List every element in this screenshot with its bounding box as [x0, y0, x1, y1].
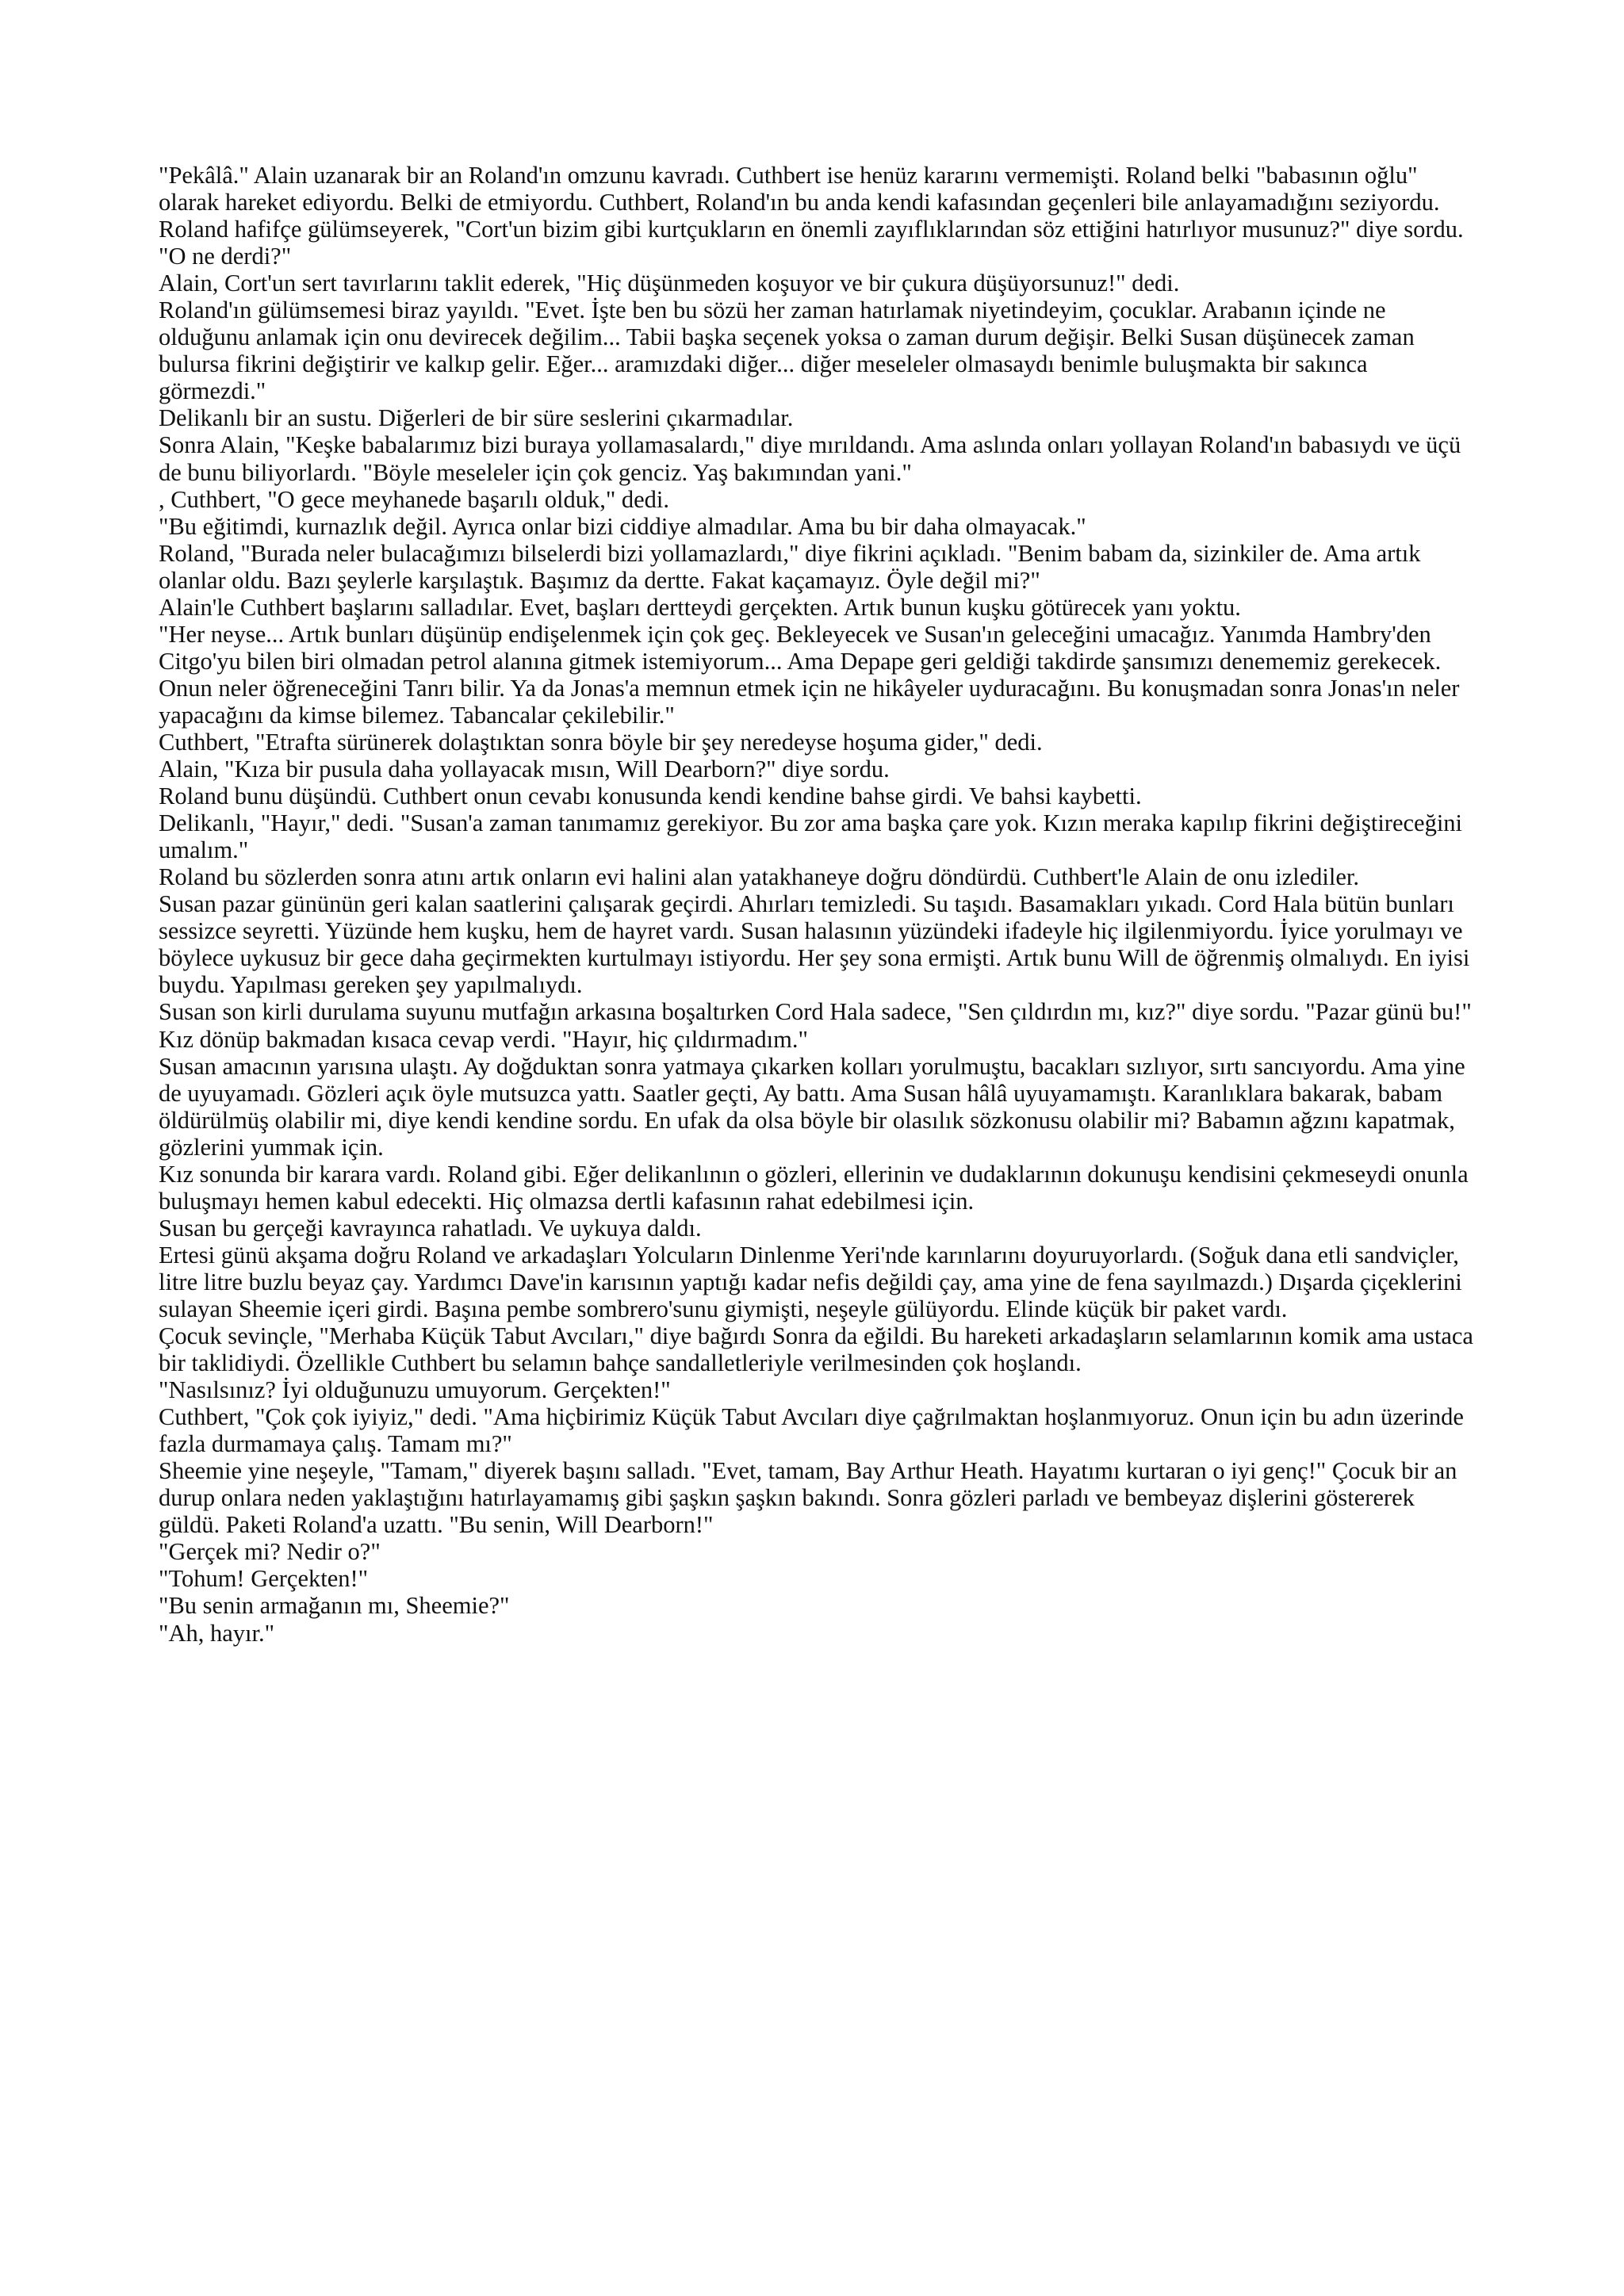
paragraph: Roland bunu düşündü. Cuthbert onun cevabı konusunda kendi kendine bahse girdi. Ve bahsi kaybetti.	[159, 783, 1142, 810]
paragraph: Kız dönüp bakmadan kısaca cevap verdi. "Hayır, hiç çıldırmadım."	[159, 1025, 808, 1053]
paragraph: Alain, "Kıza bir pusula daha yollayacak mısın, Will Dearborn?" diye sordu.	[159, 756, 890, 783]
paragraph: , Cuthbert, "O gece meyhanede başarılı olduk," dedi.	[159, 485, 670, 513]
paragraph: Delikanlı, "Hayır," dedi. "Susan'a zaman tanımamız gerekiyor. Bu zor ama başka çare yok. Kızın meraka kapılıp fikrini değiştireceğini umalım."	[159, 809, 1463, 864]
paragraph: Susan amacının yarısına ulaştı. Ay doğduktan sonra yatmaya çıkarken kolları yorulmuştu, bacakları sızlıyor, sırtı sancıyordu. Ama yine de uyuyamadı. Gözleri açık öyle mutsuzca yattı. Saatler geçti, Ay battı. Ama Susan hâlâ uyuyamamıştı. Karanlıklara bakarak, babam öldürülmüş olabilir mi, diye kendi kendine sordu. En ufak da olsa böyle bir olasılık sözkonusu olabilir mi? Babamın ağzını kapatmak, gözlerini yummak için.	[159, 1052, 1465, 1161]
paragraph: "Bu eğitimdi, kurnazlık değil. Ayrıca onlar bizi ciddiye almadılar. Ama bu bir daha olmayacak."	[159, 512, 1086, 540]
paragraph: Roland'ın gülümsemesi biraz yayıldı. "Evet. İşte ben bu sözü her zaman hatırlamak niyetindeyim, çocuklar. Arabanın içinde ne olduğunu anlamak için onu devirecek değilim... Tabii başka seçenek yoksa o zaman durum değişir. Belki Susan düşünecek zaman bulursa fikrini değiştirir ve kalkıp gelir. Eğer... aramızdaki diğer... diğer meseleler olmasaydı benimle buluşmakta bir sakınca görmezdi."	[159, 297, 1415, 405]
paragraph: Sheemie yine neşeyle, "Tamam," diyerek başını salladı. "Evet, tamam, Bay Arthur Heath. Hayatımı kurtaran o iyi genç!" Çocuk bir an durup onlara neden yaklaştığını hatırlayamamış gibi şaşkın şaşkın bakındı. Sonra gözleri parladı ve bembeyaz dişlerini göstererek güldü. Paketi Roland'a uzattı. "Bu senin, Will Dearborn!"	[159, 1457, 1457, 1539]
paragraph: "Bu senin armağanın mı, Sheemie?"	[159, 1592, 510, 1620]
paragraph: Cuthbert, "Etrafta sürünerek dolaştıktan sonra böyle bir şey neredeyse hoşuma gider," dedi.	[159, 728, 1043, 756]
paragraph: Alain'le Cuthbert başlarını salladılar. Evet, başları dertteydi gerçekten. Artık bunun kuşku götürecek yanı yoktu.	[159, 593, 1241, 621]
paragraph: "Gerçek mi? Nedir o?"	[159, 1538, 381, 1566]
paragraph: Ertesi günü akşama doğru Roland ve arkadaşları Yolcuların Dinlenme Yeri'nde karınlarını doyuruyorlardı. (Soğuk dana etli sandviçler, litre litre buzlu beyaz çay. Yardımcı Dave'in karısının yaptığı kadar nefis değildi çay, ama yine de fena sayılmazdı.) Dışarda çiçeklerini sulayan Sheemie içeri girdi. Başına pembe sombrero'sunu giymişti, neşeyle gülüyordu. Elinde küçük bir paket vardı.	[159, 1241, 1462, 1322]
document-body	[159, 162, 1475, 1647]
paragraph: Susan pazar gününün geri kalan saatlerini çalışarak geçirdi. Ahırları temizledi. Su taşıdı. Basamakları yıkadı. Cord Hala bütün bunları sessizce seyretti. Yüzünde hem kuşku, hem de hayret vardı. Susan halasının yüzündeki ifadeyle hiç ilgilenmiyordu. İyice yorulmayı ve böylece uykusuz bir gece daha geçirmekten kurtulmayı istiyordu. Her şey sona ermişti. Artık bunu Will de öğrenmiş olmalıydı. En iyisi buydu. Yapılması gereken şey yapılmalıydı.	[159, 890, 1470, 999]
paragraph: Roland, "Burada neler bulacağımızı bilselerdi bizi yollamazlardı," diye fikrini açıkladı. "Benim babam da, sizinkiler de. Ama artık olanlar oldu. Bazı şeylerle karşılaştık. Başımız da dertte. Fakat kaçamayız. Öyle değil mi?"	[159, 539, 1421, 594]
paragraph: "Pekâlâ." Alain uzanarak bir an Roland'ın omzunu kavradı. Cuthbert ise henüz kararını vermemişti. Roland belki "babasının oğlu" olarak hareket ediyordu. Belki de etmiyordu. Cuthbert, Roland'ın bu anda kendi kafasından geçenleri bile anlayamadığını seziyordu.	[159, 162, 1440, 216]
paragraph: "Ah, hayır."	[159, 1619, 275, 1647]
paragraph: Susan bu gerçeği kavrayınca rahatladı. Ve uykuya daldı.	[159, 1214, 702, 1242]
paragraph: Kız sonunda bir karara vardı. Roland gibi. Eğer delikanlının o gözleri, ellerinin ve dudaklarının dokunuşu kendisini çekmeseydi onunla buluşmayı hemen kabul edecekti. Hiç olmazsa dertli kafasının rahat edebilmesi için.	[159, 1160, 1469, 1215]
paragraph: Roland bu sözlerden sonra atını artık onların evi halini alan yatakhaneye doğru döndürdü. Cuthbert'le Alain de onu izlediler.	[159, 863, 1359, 891]
paragraph: Delikanlı bir an sustu. Diğerleri de bir süre seslerini çıkarmadılar.	[159, 404, 794, 432]
paragraph: "Tohum! Gerçekten!"	[159, 1565, 369, 1593]
paragraph: "Nasılsınız? İyi olduğunuzu umuyorum. Gerçekten!"	[159, 1376, 671, 1404]
paragraph: Susan son kirli durulama suyunu mutfağın arkasına boşaltırken Cord Hala sadece, "Sen çıldırdın mı, kız?" diye sordu. "Pazar günü bu!"	[159, 998, 1472, 1026]
paragraph: Roland hafifçe gülümseyerek, "Cort'un bizim gibi kurtçukların en önemli zayıflıklarından söz ettiğini hatırlıyor musunuz?" diye sordu. "O ne derdi?"	[159, 216, 1464, 270]
paragraph: Çocuk sevinçle, "Merhaba Küçük Tabut Avcıları," diye bağırdı Sonra da eğildi. Bu hareketi arkadaşların selamlarının komik ama ustaca bir taklidiydi. Özellikle Cuthbert bu selamın bahçe sandalletleriyle verilmesinden çok hoşlandı.	[159, 1322, 1473, 1377]
paragraph: "Her neyse... Artık bunları düşünüp endişelenmek için çok geç. Bekleyecek ve Susan'ın geleceğini umacağız. Yanımda Hambry'den Citgo'yu bilen biri olmadan petrol alanına gitmek istemiyorum... Ama Depape geri geldiği takdirde şansımızı denememiz gerekecek. Onun neler öğreneceğini Tanrı bilir. Ya da Jonas'a memnun etmek için ne hikâyeler uyduracağını. Bu konuşmadan sonra Jonas'ın neler yapacağını da kimse bilemez. Tabancalar çekilebilir."	[159, 620, 1460, 729]
paragraph: Alain, Cort'un sert tavırlarını taklit ederek, "Hiç düşünmeden koşuyor ve bir çukura düşüyorsunuz!" dedi.	[159, 270, 1180, 297]
paragraph: Cuthbert, "Çok çok iyiyiz," dedi. "Ama hiçbirimiz Küçük Tabut Avcıları diye çağrılmaktan hoşlanmıyoruz. Onun için bu adın üzerinde fazla durmamaya çalış. Tamam mı?"	[159, 1403, 1464, 1458]
paragraph: Sonra Alain, "Keşke babalarımız bizi buraya yollamasalardı," diye mırıldandı. Ama aslında onları yollayan Roland'ın babasıydı ve üçü de bunu biliyorlardı. "Böyle meseleler için çok genciz. Yaş bakımından yani."	[159, 431, 1461, 486]
